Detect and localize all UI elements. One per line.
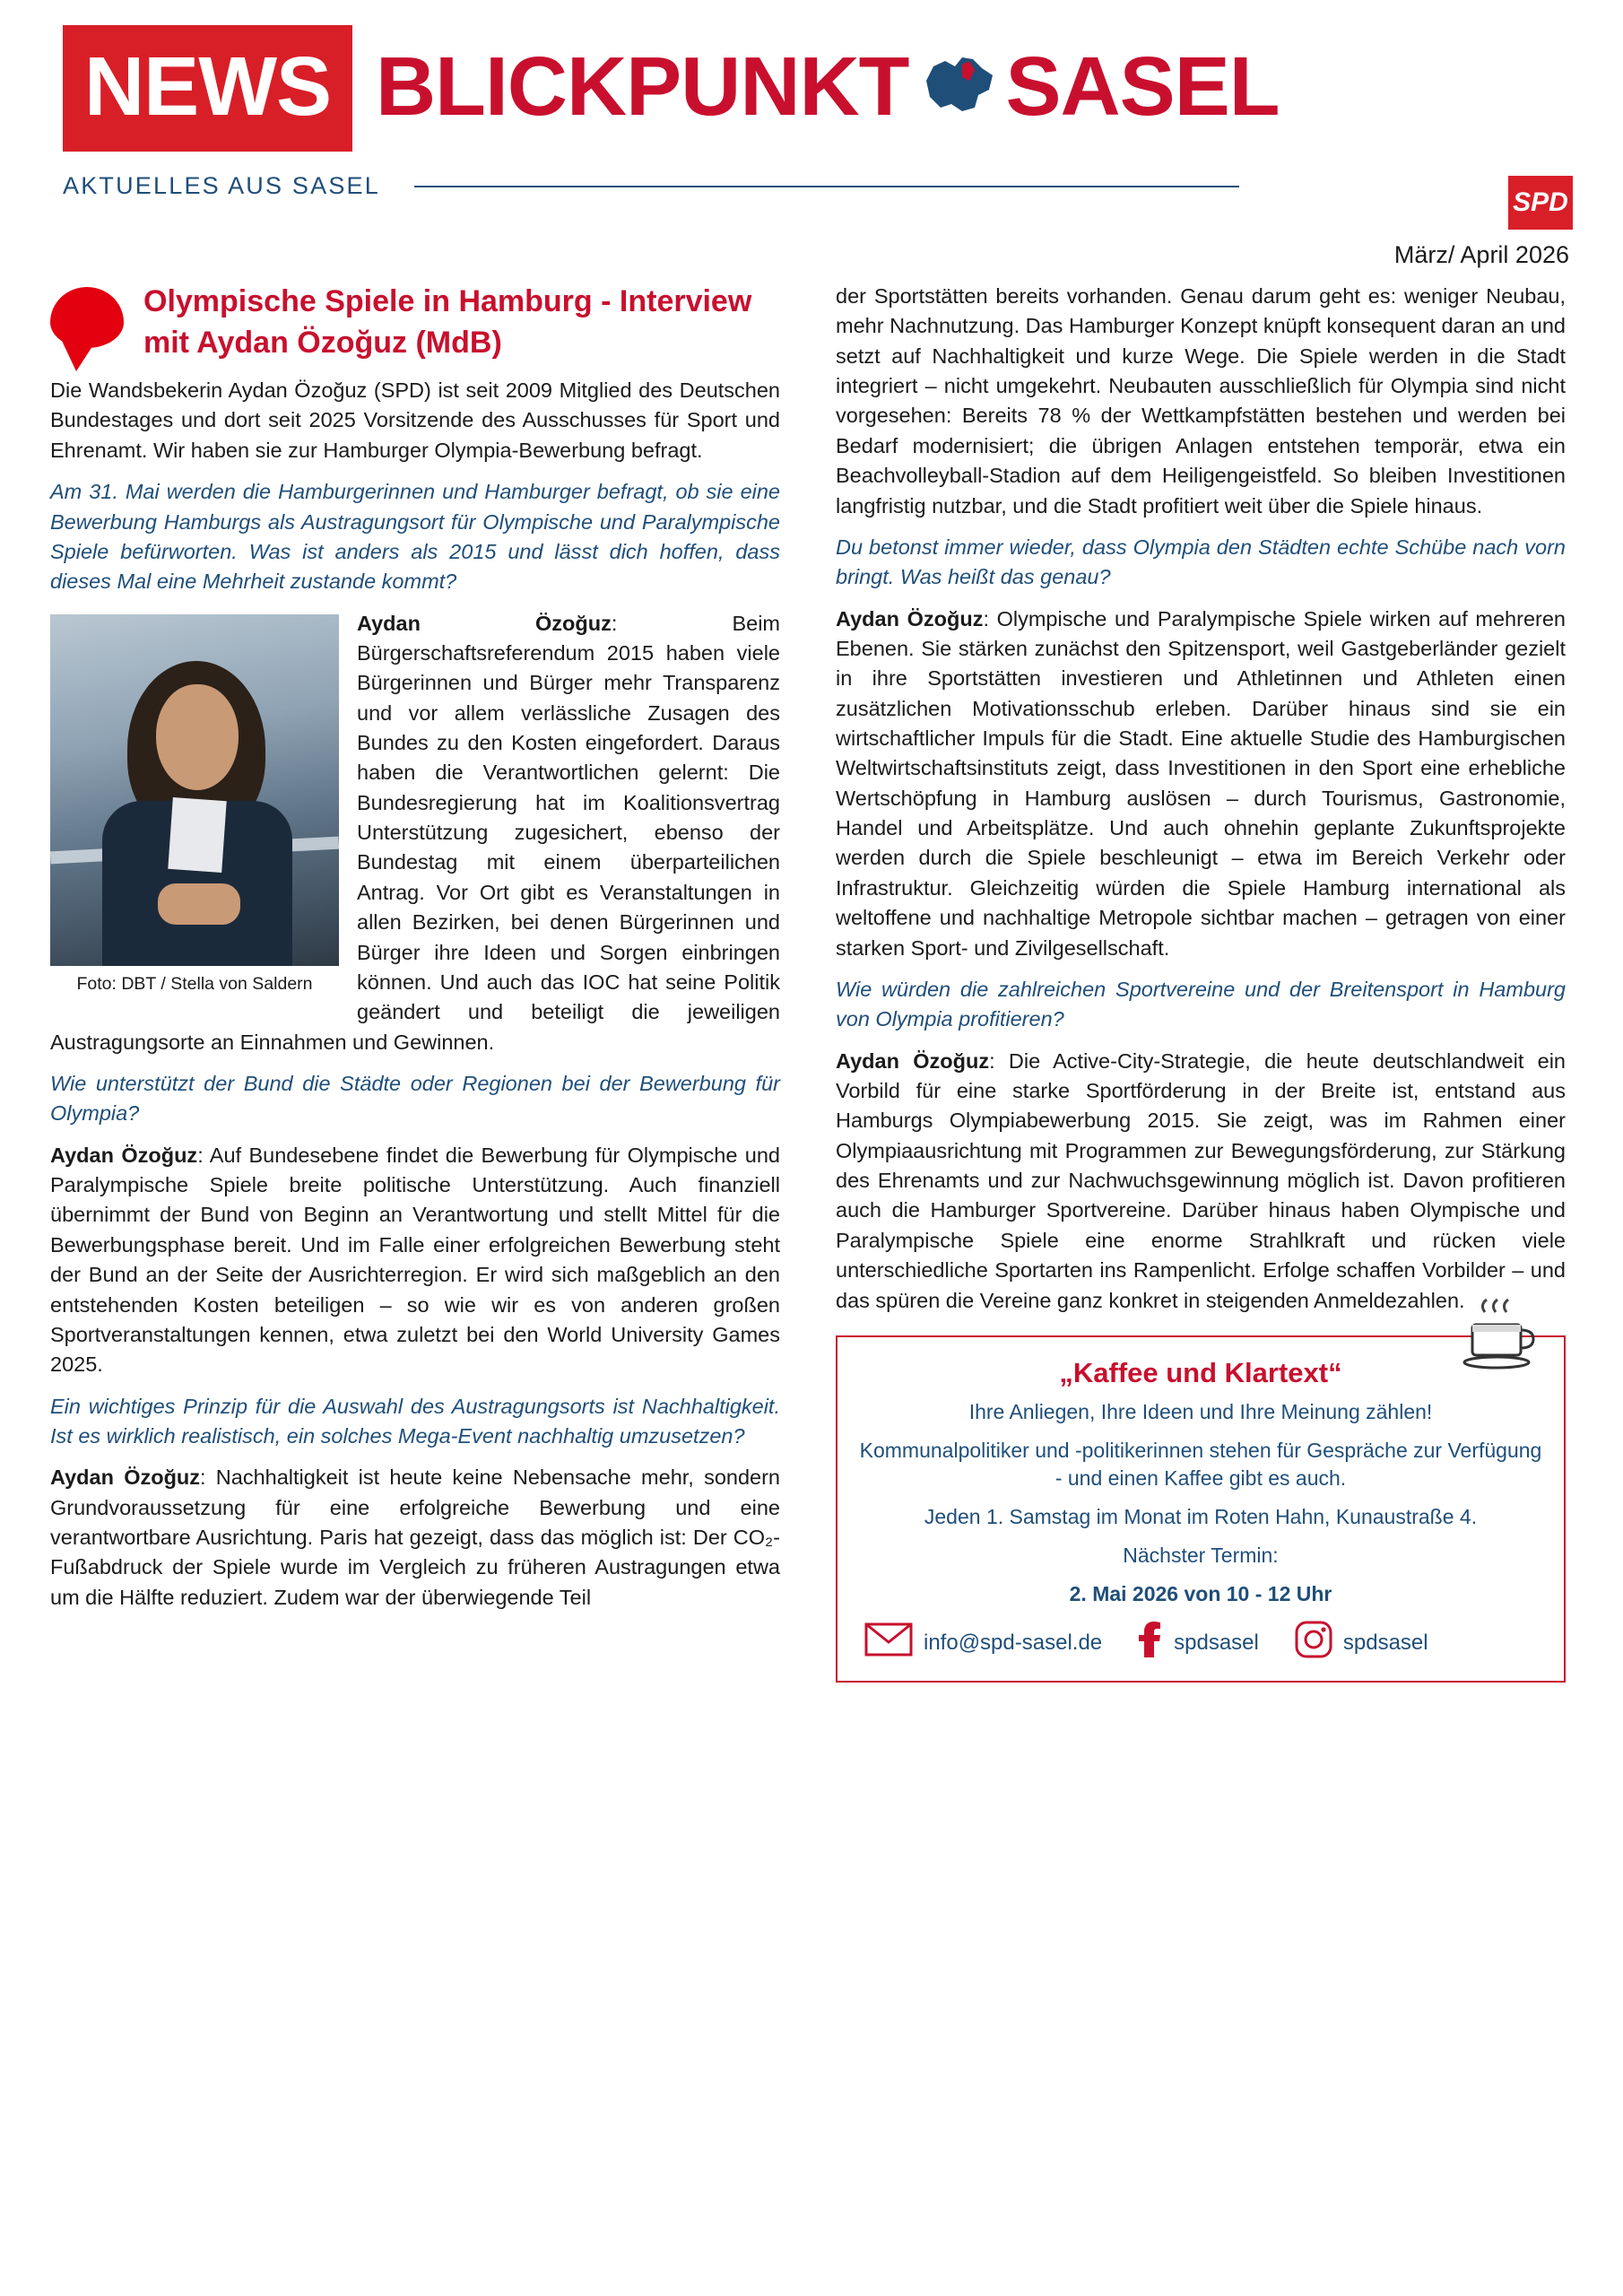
contact-facebook[interactable] [1138, 1622, 1259, 1664]
facebook-handle: spdsasel [1174, 1630, 1259, 1655]
interview-answer-4 [836, 604, 1566, 963]
kaffee-line-3: Jeden 1. Samstag im Monat im Roten Hahn, Kunaustraße 4. [924, 1505, 1478, 1529]
facebook-icon [1138, 1622, 1163, 1664]
column-left [50, 282, 780, 1683]
article-intro: Die Wandsbekerin Aydan Özoğuz (SPD) ist seit 2009 Mitglied des Deutschen Bundestages und dort seit 2025 Vorsitzende des Ausschusses für Sport und Ehrenamt. Wir haben sie zur Hamburger Olympia-Bewerbung befragt. [50, 378, 780, 462]
interview-question-3: Ein wichtiges Prinzip für die Auswahl des Austragungsorts ist Nachhaltigkeit. Ist es wirklich realistisch, ein solches Mega-Event nachhaltig umzusetzen? [50, 1394, 780, 1448]
interview-question-2: Wie unterstützt der Bund die Städte oder Regionen bei der Bewerbung für Olympia? [50, 1072, 780, 1126]
coffee-cup-icon [1454, 1298, 1541, 1375]
answer-1-text: : Beim Bürgerschaftsreferendum 2015 haben viele Bürgerinnen und Bürger mehr Transparenz und vor allem verlässliche Zusagen des Bundes zu den Kosten eingefordert. Daraus haben die Verantwortlichen gelernt: Die Bundesregierung hat im Koalitionsvertrag Unterstützung zugesichert, ebenso der Bundestag mit einem überparteilichen Antrag. Vor Ort gibt es Veranstaltungen in allen Bezirken, bei denen Bürgerinnen und Bürger ihre Ideen und Sorgen einbringen können. Und auch das IOC hat seine Politik geändert und beteiligt die jeweiligen Austragungsorte an Einnahmen und Gewinnen. [50, 611, 780, 1054]
instagram-icon [1295, 1621, 1332, 1665]
interview-answer-3-continued: der Sportstätten bereits vorhanden. Genau darum geht es: weniger Neubau, mehr Nachnutzung. Das Hamburger Konzept knüpft konsequent daran an und setzt auf Nachhaltigkeit und kurze Wege. Die Spiele werden in die Stadt integriert – nicht umgekehrt. Neubauten ausschließlich für Olympia sind nicht vorgesehen: Bereits 78 % der Wettkampfstätten bestehen und werden bei Bedarf modernisiert; die übrigen Anlagen entstehen temporär, etwa ein Beachvolleyball-Stadion auf dem Heiligengeistfeld. So bleiben Investitionen langfristig nutzbar, und die Stadt profitiert weit über die Spiele hinaus. [836, 284, 1566, 517]
answer-2-text: : Auf Bundesebene findet die Bewerbung für Olympische und Paralympische Spiele breite politische Unterstützung. Auch finanziell übernimmt der Bund von Beginn an Verantwortung und stellt Mittel für die Bewerbungsphase bereit. Und im Falle einer erfolgreichen Bewerbung steht der Bund an der Seite der Ausrichterregion. Er wird sich maßgeblich an den entstehenden Kosten beteiligen – so wie wir es von anderen großen Sportveranstaltungen kennen, etwa zuletzt bei den World University Games 2025. [50, 1143, 780, 1377]
kaffee-line-2: Kommunalpolitiker und -politikerinnen stehen für Gespräche zur Verfügung - und einen Kaffee gibt es auch. [859, 1438, 1542, 1491]
speaker-name: Aydan Özoğuz [836, 1048, 990, 1073]
speech-bubble-icon [50, 287, 124, 348]
interview-answer-3 [50, 1463, 780, 1613]
kaffee-line-4: Nächster Termin: [1123, 1543, 1279, 1567]
speaker-name: Aydan Özoğuz [50, 1465, 201, 1490]
page-title: Olympische Spiele in Hamburg - Interview mit Aydan Özoğuz (MdB) [143, 284, 752, 360]
column-right [836, 282, 1566, 1683]
publication-title [376, 25, 1280, 133]
issue-date: März/ April 2026 [1393, 241, 1569, 268]
kaffee-und-klartext-box [836, 1335, 1566, 1683]
contact-email[interactable] [864, 1622, 1102, 1663]
headline-block [50, 282, 780, 363]
spd-logo: SPD [1508, 176, 1573, 230]
answer-4-text: : Olympische und Paralympische Spiele wirken auf mehreren Ebenen. Sie stärken zunächst den Spitzensport, weil Gastgeberländer gezielt in ihre Sportstätten investieren und Athletinnen und Athleten einen zusätzlichen Motivationsschub erleben. Darüber hinaus sind sie ein wirtschaftlicher Impuls für die Stadt. Eine aktuelle Studie des Hamburgischen Weltwirtschaftsinstituts zeigt, dass Investitionen in den Sport eine erhebliche Wertschöpfung in Hamburg auslösen – durch Tourismus, Gastronomie, Handel und Arbeitsplätze. Und auch ohnehin geplante Zukunftsprojekte werden durch die Spiele beschleunigt – etwa im Bereich Verkehr oder Infrastruktur. Gleichzeitig würden die Spiele Hamburg international als weltoffene und nachhaltige Metropole sichtbar machen – getragen von einer starken Sport- und Zivilgesellschaft. [836, 606, 1566, 960]
masthead-title-row [50, 25, 1573, 160]
photo-credit: Foto: DBT / Stella von Saldern [76, 973, 313, 994]
contact-instagram[interactable] [1295, 1621, 1428, 1665]
news-badge: NEWS [63, 25, 352, 152]
mail-icon [864, 1622, 913, 1663]
kaffee-next-date: 2. Mai 2026 von 10 - 12 Uhr [1069, 1581, 1332, 1605]
masthead-subtitle-row [50, 172, 1573, 200]
article-columns [50, 282, 1573, 1683]
masthead [50, 25, 1573, 218]
photo-figure [50, 614, 339, 995]
answer-5-text: : Die Active-City-Strategie, die heute deutschlandweit ein Vorbild für eine starke Sportförderung in der Breite ist, entstand aus Hamburgs Olympiabewerbung 2015. Sie zeigt, was im Rahmen einer Olympiaausrichtung mit Programmen zur Bewegungsförderung, zur Stärkung des Ehrenamts und zur Nachwuchsgewinnung möglich ist. Davon profitieren auch die Hamburger Sportvereine. Darüber hinaus haben Olympische und Paralympische Spiele eine enorme Strahlkraft und rücken viele unterschiedliche Sportarten ins Rampenlicht. Erfolge schaffen Vorbilder – und das spüren die Vereine ganz konkret in steigenden Anmeldezahlen. [836, 1048, 1566, 1312]
instagram-handle: spdsasel [1342, 1630, 1428, 1655]
interview-question-4: Du betonst immer wieder, dass Olympia den Städten echte Schübe nach vorn bringt. Was heißt das genau? [836, 535, 1566, 589]
portrait-photo [50, 614, 339, 966]
publication-title-part1: BLICKPUNKT [376, 39, 909, 133]
interview-question-5: Wie würden die zahlreichen Sportvereine und der Breitensport in Hamburg von Olympia profitieren? [836, 977, 1566, 1031]
kaffee-line-1: Ihre Anliegen, Ihre Ideen und Ihre Meinung zählen! [968, 1399, 1433, 1423]
masthead-subtitle: AKTUELLES AUS SASEL [63, 172, 380, 199]
interview-answer-5 [836, 1047, 1566, 1316]
contact-row [857, 1621, 1544, 1665]
speaker-name: Aydan Özoğuz [836, 606, 984, 631]
speaker-name: Aydan Özoğuz [357, 611, 612, 635]
answer-3-text: : Nachhaltigkeit ist heute keine Nebensache mehr, sondern Grundvoraussetzung für eine erfolgreiche Bewerbung und eine verantwortbare Ausrichtung. Paris hat gezeigt, dass das möglich ist: Der CO₂-Fußabdruck der Spiele wurde im Vergleich zu früheren Austragungen etwa um die Hälfte reduziert. Zudem war der überwiegende Teil [50, 1465, 780, 1609]
publication-title-part2: SASEL [1005, 39, 1280, 133]
masthead-divider [414, 186, 1239, 187]
speaker-name: Aydan Özoğuz [50, 1143, 198, 1167]
hamburg-map-icon [916, 48, 1002, 132]
interview-answer-2 [50, 1141, 780, 1380]
interview-question-1: Am 31. Mai werden die Hamburgerinnen und Hamburger befragt, ob sie eine Bewerbung Hamburgs als Austragungsort für Olympische und Paralympische Spiele befürworten. Was ist anders als 2015 und lässt dich hoffen, dass dieses Mal eine Mehrheit zustande kommt? [50, 480, 780, 594]
email-text: info@spd-sasel.de [924, 1630, 1103, 1655]
kaffee-title: „Kaffee und Klartext“ [1059, 1356, 1342, 1388]
